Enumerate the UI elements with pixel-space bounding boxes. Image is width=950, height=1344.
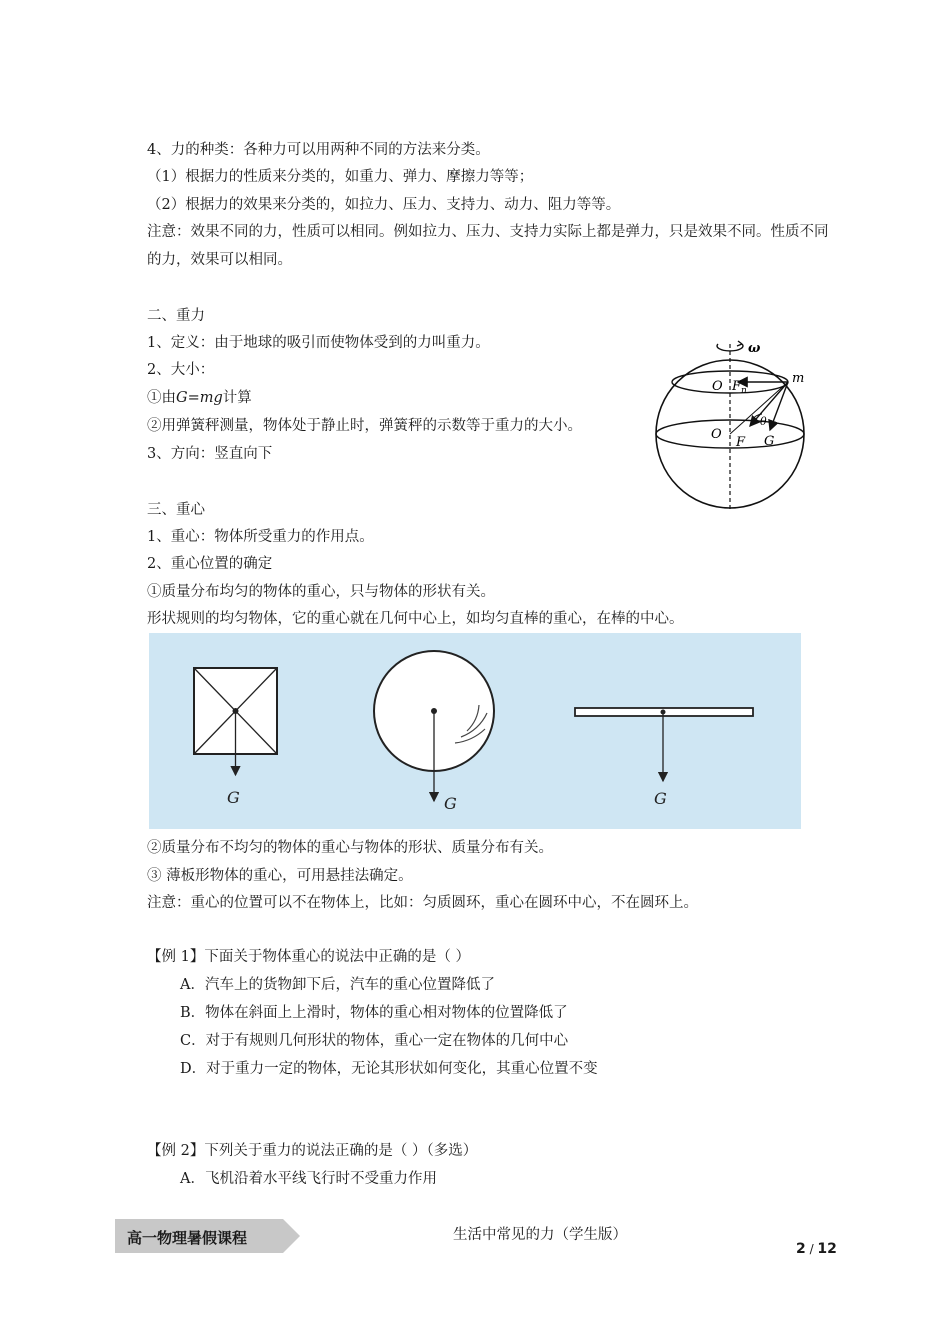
theta-label: θ (760, 415, 767, 428)
rod-shape (575, 708, 753, 808)
disc-shape (374, 651, 494, 813)
example1-option-d: D．对于重力一定的物体，无论其形状如何变化，其重心位置不变 (180, 1061, 598, 1077)
cog-regular: 形状规则的均匀物体，它的重心就在几何中心上，如均匀直棒的重心，在棒的中心。 (147, 611, 684, 627)
cog-plate: ③ 薄板形物体的重心，可用悬挂法确定。 (147, 868, 413, 884)
gravity-calc (147, 388, 252, 408)
gravity-formula: G=mg (176, 390, 223, 406)
gravity-direction: 3、方向：竖直向下 (147, 446, 273, 462)
regular-shapes-figure (149, 633, 801, 829)
types-note: 注意：效果不同的力，性质可以相同。例如拉力、压力、支持力实际上都是弹力，只是效果不同。性质不同的力，效果可以相同。 (147, 224, 829, 268)
gravity-calc-prefix: ①由 (147, 390, 176, 406)
gravity-measure: ②用弹簧秤测量，物体处于静止时，弹簧秤的示数等于重力的大小。 (147, 418, 582, 434)
doc-title: 生活中常见的力（学生版） (453, 1227, 627, 1243)
example1-option-a: A．汽车上的货物卸下后，汽车的重心位置降低了 (180, 977, 495, 993)
rod-g-label: G (654, 789, 667, 808)
fn-label: $F_n$ (732, 379, 747, 396)
example1-option-b: B．物体在斜面上上滑时，物体的重心相对物体的位置降低了 (180, 1005, 568, 1021)
earth-gravity-diagram (648, 330, 818, 514)
example2-stem: 【例 2】下列关于重力的说法正确的是（ ）（多选） (147, 1143, 478, 1159)
f-vector (750, 382, 788, 426)
example2-option-a: A．飞机沿着水平线飞行时不受重力作用 (180, 1171, 437, 1187)
omega-label: ω (748, 341, 761, 356)
gravity-size: 2、大小： (147, 362, 215, 378)
types-line-3: （2）根据力的效果来分类的，如拉力、压力、支持力、动力、阻力等等。 (147, 197, 621, 213)
cog-nonuniform: ②质量分布不均匀的物体的重心与物体的形状、质量分布有关。 (147, 840, 553, 856)
example1-option-c: C．对于有规则几何形状的物体，重心一定在物体的几何中心 (180, 1033, 569, 1049)
gravity-calc-suffix: 计算 (222, 390, 252, 406)
cog-definition: 1、重心：物体所受重力的作用点。 (147, 529, 374, 545)
course-tag (115, 1219, 300, 1253)
m-label: m (792, 371, 805, 386)
gravity-definition: 1、定义：由于地球的吸引而使物体受到的力叫重力。 (147, 335, 490, 351)
square-g-label: G (227, 788, 240, 807)
o-top-label: O (712, 379, 723, 394)
cog-determine: 2、重心位置的确定 (147, 556, 273, 572)
cog-title: 三、重心 (147, 502, 205, 518)
f-label: F (736, 435, 746, 450)
example1-stem: 【例 1】下面关于物体重心的说法中正确的是（ ） (147, 949, 470, 965)
disc-g-label: G (444, 794, 457, 813)
gravity-title: 二、重力 (147, 308, 205, 324)
g-label: G (764, 434, 775, 449)
page-number: 2 / 12 (796, 1241, 837, 1257)
course-name: 高一物理暑假课程 (127, 1229, 248, 1247)
square-shape (194, 668, 277, 807)
cog-uniform: ①质量分布均匀的物体的重心，只与物体的形状有关。 (147, 584, 495, 600)
types-line-1: 4、力的种类：各种力可以用两种不同的方法来分类。 (147, 142, 490, 158)
types-line-2: （1）根据力的性质来分类的，如重力、弹力、摩擦力等等； (147, 169, 534, 185)
o-mid-label: O (711, 427, 722, 442)
cog-note: 注意：重心的位置可以不在物体上，比如：匀质圆环，重心在圆环中心，不在圆环上。 (147, 895, 698, 911)
